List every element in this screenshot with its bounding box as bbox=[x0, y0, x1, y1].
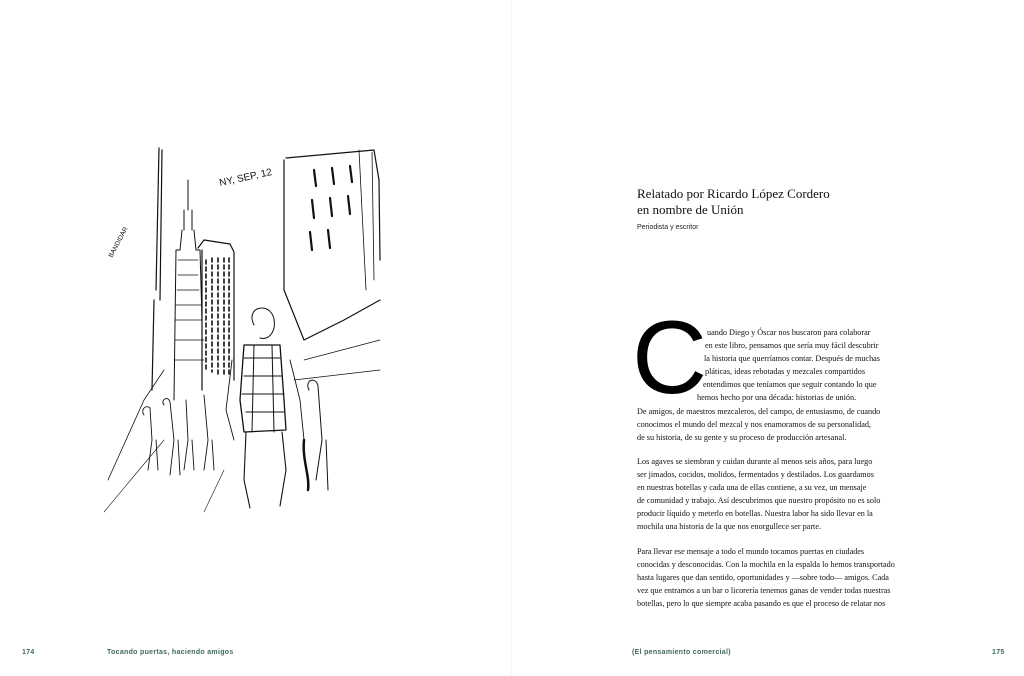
paragraph-line: entendimos que teníamos que seguir contando lo que bbox=[703, 380, 877, 390]
paragraph-line: botellas, pero lo que siempre acaba pasando es que el proceso de relatar nos bbox=[637, 599, 886, 609]
article-heading bbox=[637, 186, 937, 218]
paragraph-line: Para llevar ese mensaje a todo el mundo tocamos puertas en ciudades bbox=[637, 547, 865, 556]
ink-sketch-new-york-street bbox=[104, 140, 386, 514]
drop-cap: C bbox=[632, 300, 704, 416]
paragraph-line: mochila una historia de la que nos enorgullece ser parte. bbox=[637, 522, 822, 532]
paragraph-line: uando Diego y Óscar nos buscaron para colaborar bbox=[707, 328, 871, 337]
paragraph-line: vez que entramos a un bar o licorería tenemos ganas de vender todas nuestras bbox=[637, 586, 891, 596]
paragraph-2 bbox=[637, 455, 927, 534]
paragraph-line: de comunidad y trabajo. Así descubrimos que nuestro propósito no es solo bbox=[637, 496, 881, 506]
heading-line-2: en nombre de Unión bbox=[637, 202, 744, 217]
paragraph-line: conocidas y desconocidas. Con la mochila en la espalda lo hemos transportado bbox=[637, 560, 895, 570]
paragraph-line: la historia que querríamos contar. Después de muchas bbox=[704, 354, 880, 364]
sketch-side-label: BANDIDAR bbox=[107, 225, 130, 259]
paragraph-line: ser jimados, cocidos, molidos, fermentados y destilados. Los guardamos bbox=[637, 470, 874, 480]
paragraph-line: hasta lugares que dan sentido, oportunidades y —sobre todo— amigos. Cada bbox=[637, 573, 889, 583]
paragraph-line: en nuestras botellas y cada una de ellas contiene, a su vez, un mensaje bbox=[637, 483, 867, 493]
paragraph-line: hemos hecho por una década: historias de unión. bbox=[697, 393, 857, 403]
paragraph-line: producir líquido y meterlo en botellas. Nuestra labor ha sido llevar en la bbox=[637, 509, 873, 519]
paragraph-line: conocimos el mundo del mezcal y nos enamoramos de su personalidad, bbox=[637, 419, 871, 429]
running-title-left: Tocando puertas, haciendo amigos bbox=[107, 649, 234, 656]
paragraph-line: Los agaves se siembran y cuidan durante al menos seis años, para luego bbox=[637, 457, 873, 466]
paragraph-line: pláticas, ideas rebotadas y mezcales compartidos bbox=[705, 367, 866, 377]
paragraph-line: de su historia, de su gente y su proceso de producción artesanal. bbox=[637, 432, 847, 442]
page-number-right: 175 bbox=[992, 649, 1005, 656]
running-title-right: (El pensamiento comercial) bbox=[632, 649, 731, 656]
paragraph-line: De amigos, de maestros mezcaleros, del campo, de entusiasmo, de cuando bbox=[637, 406, 881, 416]
paragraph-3 bbox=[637, 545, 927, 610]
paragraph-1 bbox=[637, 326, 927, 444]
paragraph-line: en este libro, pensamos que sería muy fácil descubrir bbox=[705, 341, 879, 351]
sketch-date-label: NY, SEP, 12 bbox=[218, 167, 274, 189]
author-role: Periodista y escritor bbox=[637, 224, 699, 231]
heading-line-1: Relatado por Ricardo López Cordero bbox=[637, 186, 830, 201]
page-number-left: 174 bbox=[22, 649, 35, 656]
